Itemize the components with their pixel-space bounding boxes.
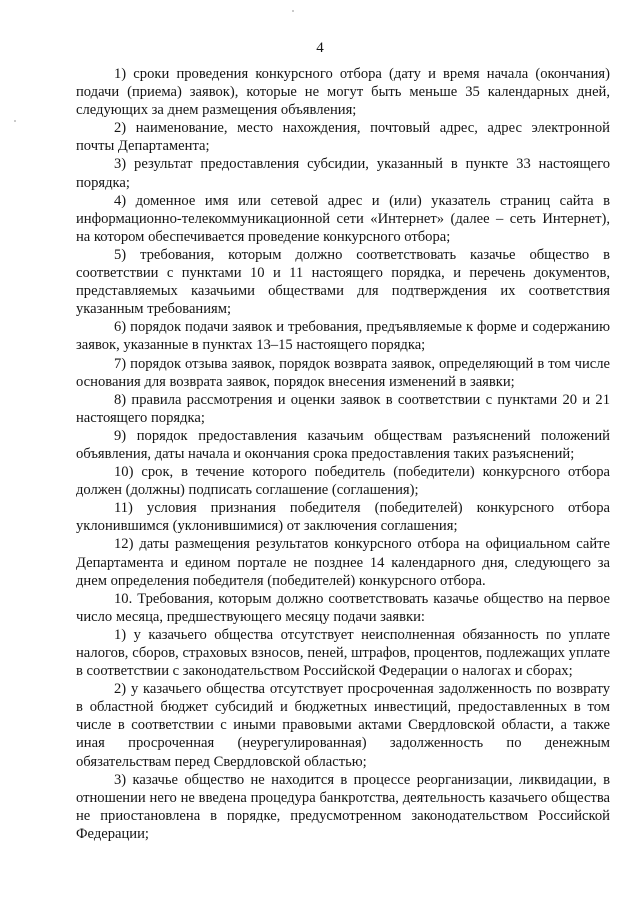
paragraph: 1) у казачьего общества отсутствует неисполненная обязанность по уплате налогов, сборов, страховых взносов, пеней, штрафов, процентов, подлежащих уплате в соответствии с законодательством Российской Федерации о налогах и сборах; (76, 626, 610, 680)
scan-speck (292, 10, 294, 12)
paragraph: 5) требования, которым должно соответствовать казачье общество в соответствии с пунктами 10 и 11 настоящего порядка, и перечень документов, представляемых казачьими обществами для подтверждения их соответствия указанным требованиям; (76, 246, 610, 318)
paragraph: 7) порядок отзыва заявок, порядок возврата заявок, определяющий в том числе основания для возврата заявок, порядок внесения изменений в заявки; (76, 355, 610, 390)
paragraph: 6) порядок подачи заявок и требования, предъявляемые к форме и содержанию заявок, указанные в пунктах 13–15 настоящего порядка; (76, 319, 610, 354)
paragraph: 2) у казачьего общества отсутствует просроченная задолженность по возврату в областной бюджет субсидий и бюджетных инвестиций, предоставленных в том числе в соответствии с иными правовыми актами Свердловской области, а также иная просроченная (неурегулированная) задолженность по денежным обязательствам перед Свердловской областью; (76, 681, 610, 770)
paragraph: 3) результат предоставления субсидии, указанный в пункте 33 настоящего порядка; (76, 156, 610, 191)
paragraph: 12) даты размещения результатов конкурсного отбора на официальном сайте Департамента и едином портале не позднее 14 календарного дня, следующего за днем определения победителя (победителей) конкурсного отбора. (76, 536, 610, 589)
scan-speck (14, 120, 16, 122)
paragraph: 11) условия признания победителя (победителей) конкурсного отбора уклонившимся (уклонившимися) от заключения соглашения; (76, 500, 610, 535)
paragraph: 9) порядок предоставления казачьим обществам разъяснений положений объявления, даты начала и окончания срока предоставления таких разъяснений; (76, 427, 610, 462)
paragraph: 3) казачье общество не находится в процессе реорганизации, ликвидации, в отношении него не введена процедура банкротства, деятельность казачьего общества не приостановлена в порядке, предусмотренном законодательством Российской Федерации; (76, 771, 610, 842)
paragraph: 1) сроки проведения конкурсного отбора (дату и время начала (окончания) подачи (приема) заявок), которые не могут быть меньше 35 календарных дней, следующих за днем размещения объявления; (76, 66, 610, 119)
document-body (76, 65, 610, 843)
paragraph: 10) срок, в течение которого победитель (победители) конкурсного отбора должен (должны) подписать соглашение (соглашения); (76, 464, 610, 499)
page-number: 4 (316, 40, 324, 56)
paragraph: 4) доменное имя или сетевой адрес и (или) указатель страниц сайта в информационно-телекоммуникационной сети «Интернет» (далее – сеть Интернет), на котором обеспечивается проведение конкурсного отбора; (76, 192, 610, 245)
paragraph: 8) правила рассмотрения и оценки заявок в соответствии с пунктами 20 и 21 настоящего порядка; (76, 391, 610, 426)
section-heading-paragraph: 10. Требования, которым должно соответствовать казачье общество на первое число месяца, предшествующего месяцу подачи заявки: (76, 590, 610, 625)
paragraph: 2) наименование, место нахождения, почтовый адрес, адрес электронной почты Департамента; (76, 120, 610, 155)
